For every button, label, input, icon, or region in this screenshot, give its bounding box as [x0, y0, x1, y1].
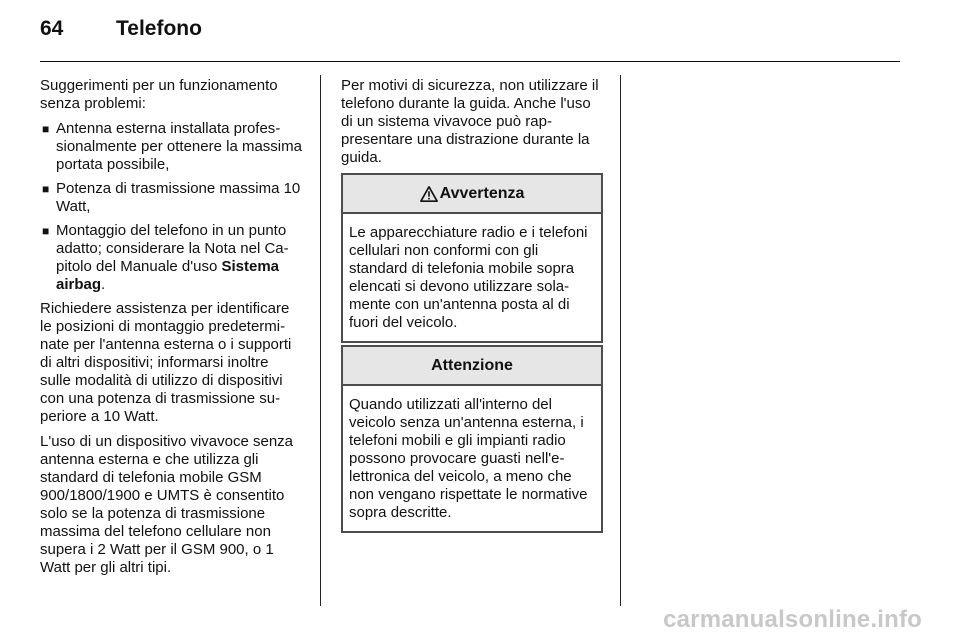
bullet-square-icon: ■ [42, 122, 50, 136]
page-number: 64 [40, 17, 64, 40]
watermark-credit: carmanualsonline.info [663, 606, 922, 633]
attention-box-text: Quando utilizzati all'interno del veicolo senza un'antenna esterna, i telefoni mobili e gli impianti radio possono provocare guasti nell'elettronica del veicolo, a meno che non vengano rispettate le normative sopra descritte. [349, 396, 588, 521]
tips-list [40, 120, 302, 294]
list-item [40, 222, 302, 294]
header-rule [40, 61, 900, 62]
attention-box-header [343, 347, 601, 386]
list-item [40, 120, 302, 174]
intro-paragraph: Suggerimenti per un funzionamento senza problemi: [40, 77, 278, 112]
attention-box [341, 345, 603, 533]
list-item-text: Antenna esterna installata professionalmente per ottenere la massima portata possibile, [56, 120, 302, 173]
column-divider-left [320, 75, 321, 606]
warning-box [341, 173, 603, 343]
bullet-square-icon: ■ [42, 182, 50, 196]
list-item-text: Potenza di trasmissione massima 10 Watt, [56, 180, 301, 215]
warning-box-header [343, 175, 601, 214]
bullet-square-icon: ■ [42, 224, 50, 238]
safety-paragraph: Per motivi di sicurezza, non utilizzare il telefono durante la guida. Anche l'uso di un sistema vivavoce può rappresentare una distrazione durante la guida. [341, 77, 599, 166]
list-item-end: . [101, 276, 106, 293]
warning-box-text: Le apparecchiature radio e i telefoni cellulari non conformi con gli standard di telefonia mobile sopra elencati si devono utilizzare solamente con un'antenna posta al di fuori del veicolo. [349, 224, 588, 331]
right-column [341, 77, 603, 174]
warning-box-title: Avvertenza [439, 184, 525, 202]
handsfree-paragraph: L'uso di un dispositivo vivavoce senza antenna esterna e che utilizza gli standard di telefonia mobile GSM 900/1800/1900 e UMTS è consentito solo se la potenza di trasmissione massima del telefono cellulare non supera i 2 Watt per il GSM 900, o 1 Watt per gli altri tipi. [40, 433, 294, 576]
left-column [40, 77, 302, 584]
column-divider-right [620, 75, 621, 606]
list-item-text: Montaggio del telefono in un punto adatto; considerare la Nota nel Capitolo del Manuale d'uso [56, 222, 289, 275]
antenna-assistance-paragraph: Richiedere assistenza per identificare le posizioni di montaggio predeterminate per l'antenna esterna o i supporti di altri dispositivi; informarsi inoltre sulle modalità di utilizzo di dispositivi con una potenza di trasmissione superiore a 10 Watt. [40, 300, 292, 425]
warning-triangle-icon [420, 185, 438, 203]
list-item [40, 180, 302, 216]
attention-box-title: Attenzione [431, 356, 513, 374]
page-title: Telefono [116, 17, 202, 40]
reference-sistema-airbag: Sistema airbag [56, 258, 280, 293]
